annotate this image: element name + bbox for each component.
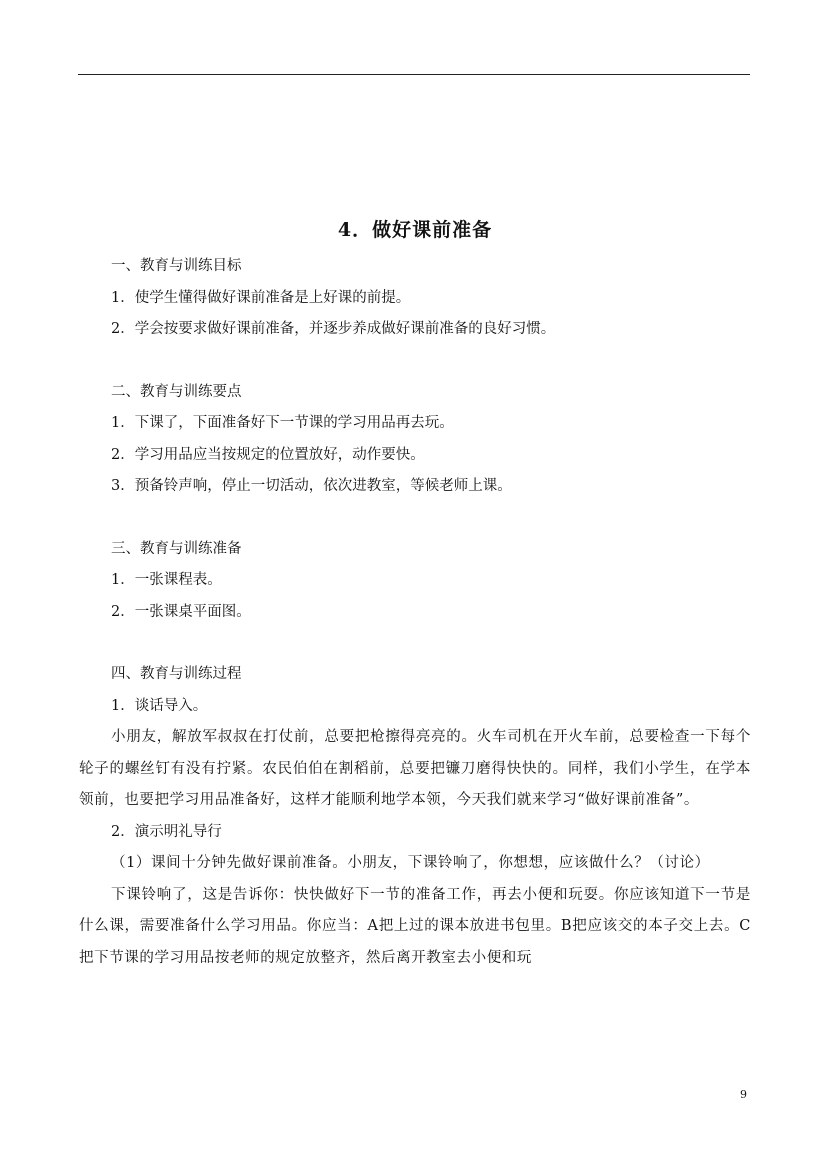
paragraph-recess: （1）课间十分钟先做好课前准备。小朋友，下课铃响了，你想想，应该做什么？（讨论） [111, 855, 710, 871]
spacer [79, 503, 751, 534]
document-body [79, 215, 751, 974]
section-heading-goals: 一、教育与训练目标 [111, 258, 242, 274]
header-rule [78, 74, 750, 75]
page-title: 4．做好课前准备 [337, 219, 493, 241]
list-item: 2．一张课桌平面图。 [111, 603, 251, 620]
list-item: 1．下课了，下面准备好下一节课的学习用品再去玩。 [111, 415, 454, 431]
section-heading-process: 四、教育与训练过程 [111, 666, 242, 682]
paragraph-intro: 小朋友，解放军叔叔在打仗前，总要把枪擦得亮亮的。火车司机在开火车前，总要检查一下每个轮子的螺丝钉有没有拧紧。农民伯伯在割稻前，总要把镰刀磨得快快的。同样，我们小学生，在学本领前，也要把学习用品准备好，这样才能顺利地学本领，今天我们就来学习“做好课前准备”。 [79, 729, 751, 808]
list-item: 3．预备铃声响，停止一切活动，依次进教室，等候老师上课。 [111, 478, 512, 494]
step-label: 1．谈话导入。 [111, 697, 208, 714]
section-heading-points: 二、教育与训练要点 [111, 383, 242, 400]
list-item: 2．学会按要求做好课前准备，并逐步养成做好课前准备的良好习惯。 [111, 321, 556, 337]
step-label: 2．演示明礼导行 [111, 823, 222, 840]
spacer [79, 346, 751, 377]
list-item: 2．学习用品应当按规定的位置放好，动作要快。 [111, 446, 425, 463]
list-item: 1．一张课程表。 [111, 572, 222, 588]
list-item: 1．使学生懂得做好课前准备是上好课的前提。 [111, 289, 411, 306]
page-number: 9 [740, 1088, 747, 1101]
paragraph-bell: 下课铃响了，这是告诉你：快快做好下一节的准备工作，再去小便和玩耍。你应该知道下一节是什么课，需要准备什么学习用品。你应当：A把上过的课本放进书包里。B把应该交的本子交上去。C把下节课的学习用品按老师的规定放整齐，然后离开教室去小便和玩 [79, 886, 751, 966]
section-heading-preparation: 三、教育与训练准备 [111, 540, 242, 557]
spacer [79, 628, 751, 659]
